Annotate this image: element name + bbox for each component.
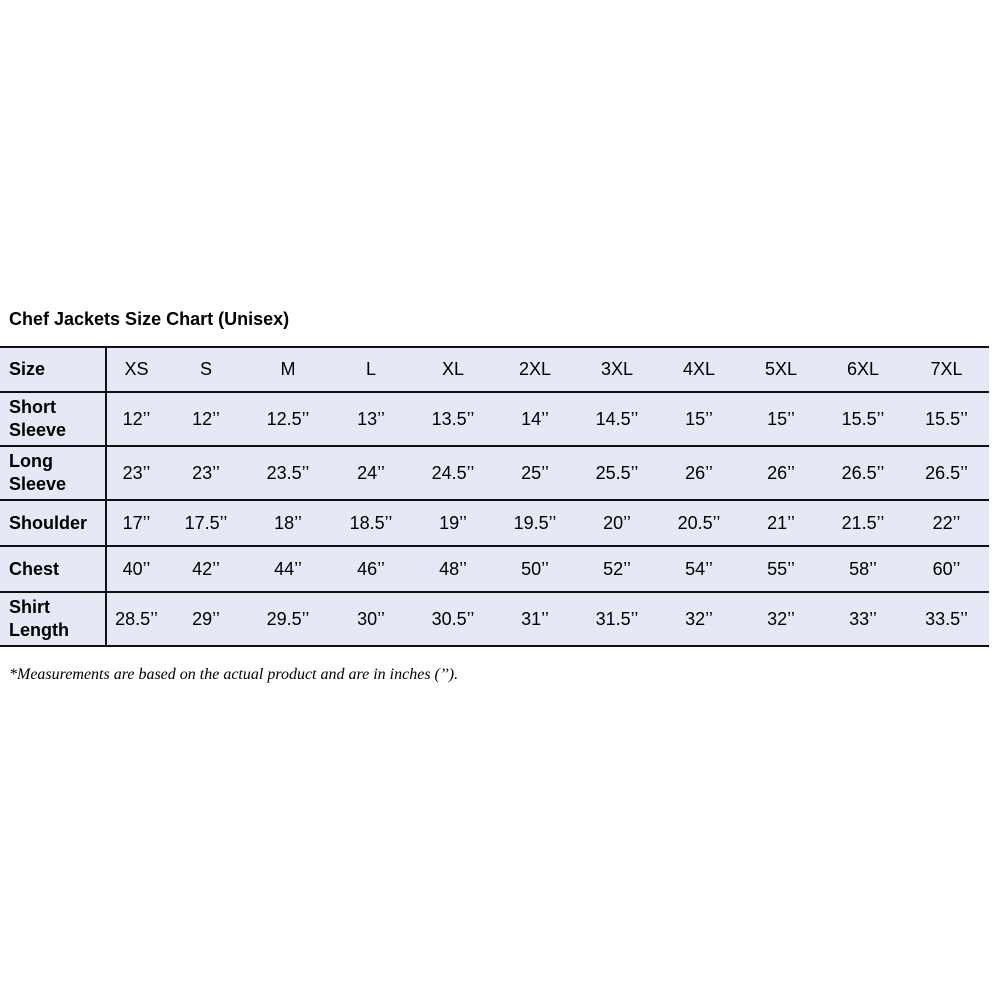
table-cell: 29.5’’ xyxy=(246,592,330,646)
size-header-cell: L xyxy=(330,347,412,392)
table-cell: 24.5’’ xyxy=(412,446,494,500)
row-label-long-sleeve: Long Sleeve xyxy=(0,446,106,500)
size-header-cell: 2XL xyxy=(494,347,576,392)
page-title: Chef Jackets Size Chart (Unisex) xyxy=(9,309,290,329)
table-cell: 32’’ xyxy=(740,592,822,646)
header-size-label: Size xyxy=(0,347,106,392)
table-cell: 21.5’’ xyxy=(822,500,904,546)
table-cell: 22’’ xyxy=(904,500,989,546)
table-cell: 33’’ xyxy=(822,592,904,646)
table-cell: 12’’ xyxy=(106,392,166,446)
size-header-cell: M xyxy=(246,347,330,392)
table-cell: 48’’ xyxy=(412,546,494,592)
table-cell: 31.5’’ xyxy=(576,592,658,646)
table-cell: 12.5’’ xyxy=(246,392,330,446)
size-header-cell: 6XL xyxy=(822,347,904,392)
table-cell: 30’’ xyxy=(330,592,412,646)
table-cell: 26.5’’ xyxy=(822,446,904,500)
table-cell: 18.5’’ xyxy=(330,500,412,546)
table-cell: 17’’ xyxy=(106,500,166,546)
table-header-row xyxy=(0,347,989,392)
table-cell-text: 28.5’’ xyxy=(115,608,158,629)
table-row xyxy=(0,392,989,446)
table-cell: 26.5’’ xyxy=(904,446,989,500)
table-cell: 30.5’’ xyxy=(412,592,494,646)
table-cell: 52’’ xyxy=(576,546,658,592)
row-label-chest: Chest xyxy=(0,546,106,592)
table-cell: 29’’ xyxy=(166,592,246,646)
table-cell: 19’’ xyxy=(412,500,494,546)
table-cell: 42’’ xyxy=(166,546,246,592)
table-cell: 23.5’’ xyxy=(246,446,330,500)
table-cell: 31’’ xyxy=(494,592,576,646)
table-cell: 14.5’’ xyxy=(576,392,658,446)
table-cell: 13’’ xyxy=(330,392,412,446)
table-cell: 15.5’’ xyxy=(822,392,904,446)
size-header-cell: XL xyxy=(412,347,494,392)
row-label-shirt-length: Shirt Length xyxy=(0,592,106,646)
table-cell: 33.5’’ xyxy=(904,592,989,646)
table-cell: 15’’ xyxy=(658,392,740,446)
table-cell: 25.5’’ xyxy=(576,446,658,500)
size-header-cell: 7XL xyxy=(904,347,989,392)
size-header-cell: S xyxy=(166,347,246,392)
table-cell: 58’’ xyxy=(822,546,904,592)
size-header-cell: XS xyxy=(106,347,166,392)
size-header-cell: 4XL xyxy=(658,347,740,392)
table-cell: 26’’ xyxy=(740,446,822,500)
table-row xyxy=(0,446,989,500)
table-cell: 21’’ xyxy=(740,500,822,546)
table-row xyxy=(0,500,989,546)
table-cell: 19.5’’ xyxy=(494,500,576,546)
row-label-shoulder: Shoulder xyxy=(0,500,106,546)
table-cell: 60’’ xyxy=(904,546,989,592)
table-cell: 17.5’’ xyxy=(166,500,246,546)
table-cell: 13.5’’ xyxy=(412,392,494,446)
row-label-short-sleeve: Short Sleeve xyxy=(0,392,106,446)
table-row xyxy=(0,592,989,646)
table-row xyxy=(0,546,989,592)
table-cell: 55’’ xyxy=(740,546,822,592)
table-cell: 32’’ xyxy=(658,592,740,646)
table-cell: 12’’ xyxy=(166,392,246,446)
table-cell: 20.5’’ xyxy=(658,500,740,546)
size-chart-table xyxy=(0,346,989,647)
size-header-cell: 5XL xyxy=(740,347,822,392)
table-cell xyxy=(106,592,166,646)
table-cell: 23’’ xyxy=(106,446,166,500)
table-cell: 40’’ xyxy=(106,546,166,592)
table-cell: 15’’ xyxy=(740,392,822,446)
table-cell: 46’’ xyxy=(330,546,412,592)
size-header-cell: 3XL xyxy=(576,347,658,392)
table-cell: 23’’ xyxy=(166,446,246,500)
table-cell: 54’’ xyxy=(658,546,740,592)
table-cell: 50’’ xyxy=(494,546,576,592)
table-cell: 18’’ xyxy=(246,500,330,546)
table-cell: 14’’ xyxy=(494,392,576,446)
table-cell: 26’’ xyxy=(658,446,740,500)
table-cell: 20’’ xyxy=(576,500,658,546)
table-cell: 44’’ xyxy=(246,546,330,592)
table-cell: 24’’ xyxy=(330,446,412,500)
table-cell: 25’’ xyxy=(494,446,576,500)
measurement-footnote: *Measurements are based on the actual product and are in inches (’’). xyxy=(9,666,459,683)
table-cell: 15.5’’ xyxy=(904,392,989,446)
